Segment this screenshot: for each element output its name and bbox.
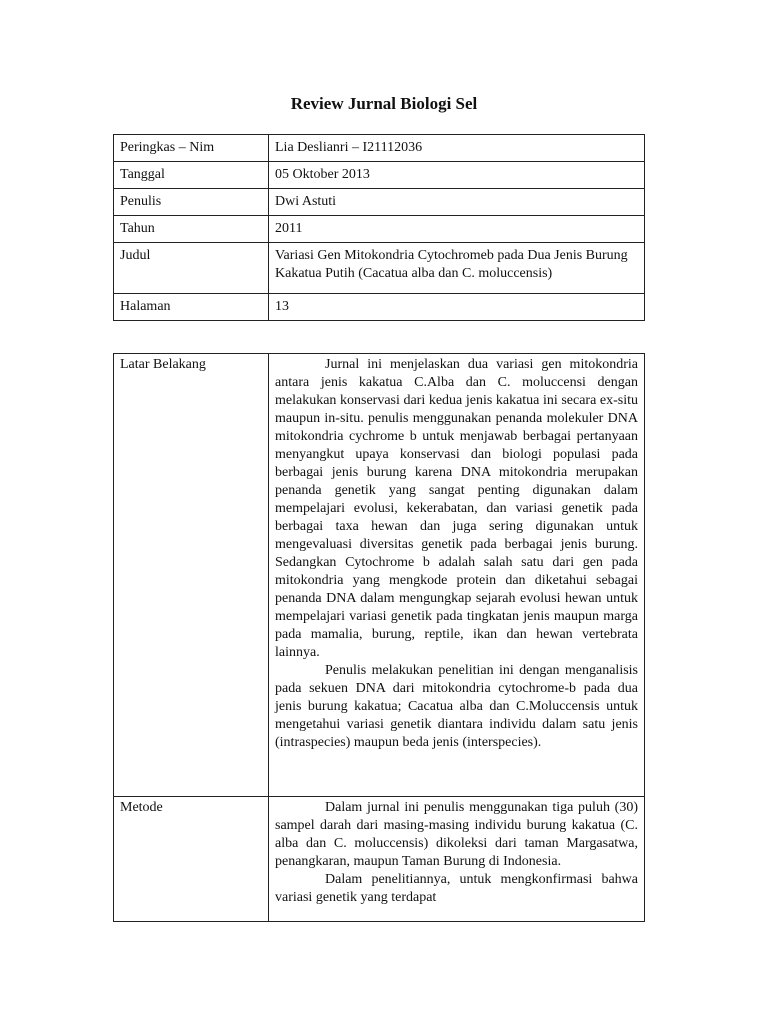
info-row-tahun <box>114 216 645 243</box>
section-content <box>269 354 645 797</box>
info-value: Variasi Gen Mitokondria Cytochromeb pada Dua Jenis Burung Kakatua Putih (Cacatua alba dan C. moluccensis) <box>269 243 645 294</box>
info-value: 05 Oktober 2013 <box>269 162 645 189</box>
paragraph: Jurnal ini menjelaskan dua variasi gen mitokondria antara jenis kakatua C.Alba dan C. moluccensi dengan melakukan konservasi dari kedua jenis kakatua ini secara ex-situ maupun in-situ. penulis menggunakan penanda molekuler DNA mitokondria cychrome b untuk menjawab berbagai pertanyaan menyangkut upaya konservasi dan biologi populasi pada berbagai jenis burung karena DNA mitokondria merupakan penanda genetik yang sangat penting digunakan dalam mempelajari evolusi, kekerabatan, dan variasi genetik pada berbagai taxa hewan dan juga sering digunakan untuk mengevaluasi diversitas genetik pada berbagai jenis burung. Sedangkan Cytochrome b adalah salah satu dari gen pada mitokondria yang mengkode protein dan diketahui sebagai penanda DNA dalam mengungkap sejarah evolusi hewan untuk mempelajari variasi genetik pada tingkatan jenis maupun marga pada mamalia, burung, reptile, ikan dan hewan vertebrata lainnya. <box>275 357 638 660</box>
section-label: Metode <box>114 797 269 922</box>
info-value: Lia Deslianri – I21112036 <box>269 135 645 162</box>
info-label: Tahun <box>114 216 269 243</box>
paragraph: Dalam jurnal ini penulis menggunakan tiga puluh (30) sampel darah dari masing-masing individu burung kakatua (C. alba dan C. moluccensis) dikoleksi dari taman Margasatwa, penangkaran, maupun Taman Burung di Indonesia. <box>275 800 638 869</box>
review-row-latar-belakang <box>114 354 645 797</box>
info-row-halaman <box>114 294 645 321</box>
info-row-tanggal <box>114 162 645 189</box>
section-content <box>269 797 645 922</box>
info-label: Penulis <box>114 189 269 216</box>
review-content-table <box>113 353 645 922</box>
info-label: Halaman <box>114 294 269 321</box>
info-label: Peringkas – Nim <box>114 135 269 162</box>
info-row-judul <box>114 243 645 294</box>
summary-info-table <box>113 134 645 321</box>
info-label: Tanggal <box>114 162 269 189</box>
info-value: 13 <box>269 294 645 321</box>
review-row-metode <box>114 797 645 922</box>
section-label: Latar Belakang <box>114 354 269 797</box>
info-value: Dwi Astuti <box>269 189 645 216</box>
info-row-penulis <box>114 189 645 216</box>
info-label: Judul <box>114 243 269 294</box>
paragraph: Penulis melakukan penelitian ini dengan menganalisis pada sekuen DNA dari mitokondria cytochrome-b pada dua jenis burung kakatua; Cacatua alba dan C.Moluccensis untuk mengetahui variasi genetik diantara individu dalam satu jenis (intraspecies) maupun beda jenis (interspecies). <box>275 663 638 750</box>
document-title: Review Jurnal Biologi Sel <box>290 94 478 113</box>
paragraph: Dalam penelitiannya, untuk mengkonfirmasi bahwa variasi genetik yang terdapat <box>275 872 638 905</box>
info-row-peringkas <box>114 135 645 162</box>
info-value: 2011 <box>269 216 645 243</box>
